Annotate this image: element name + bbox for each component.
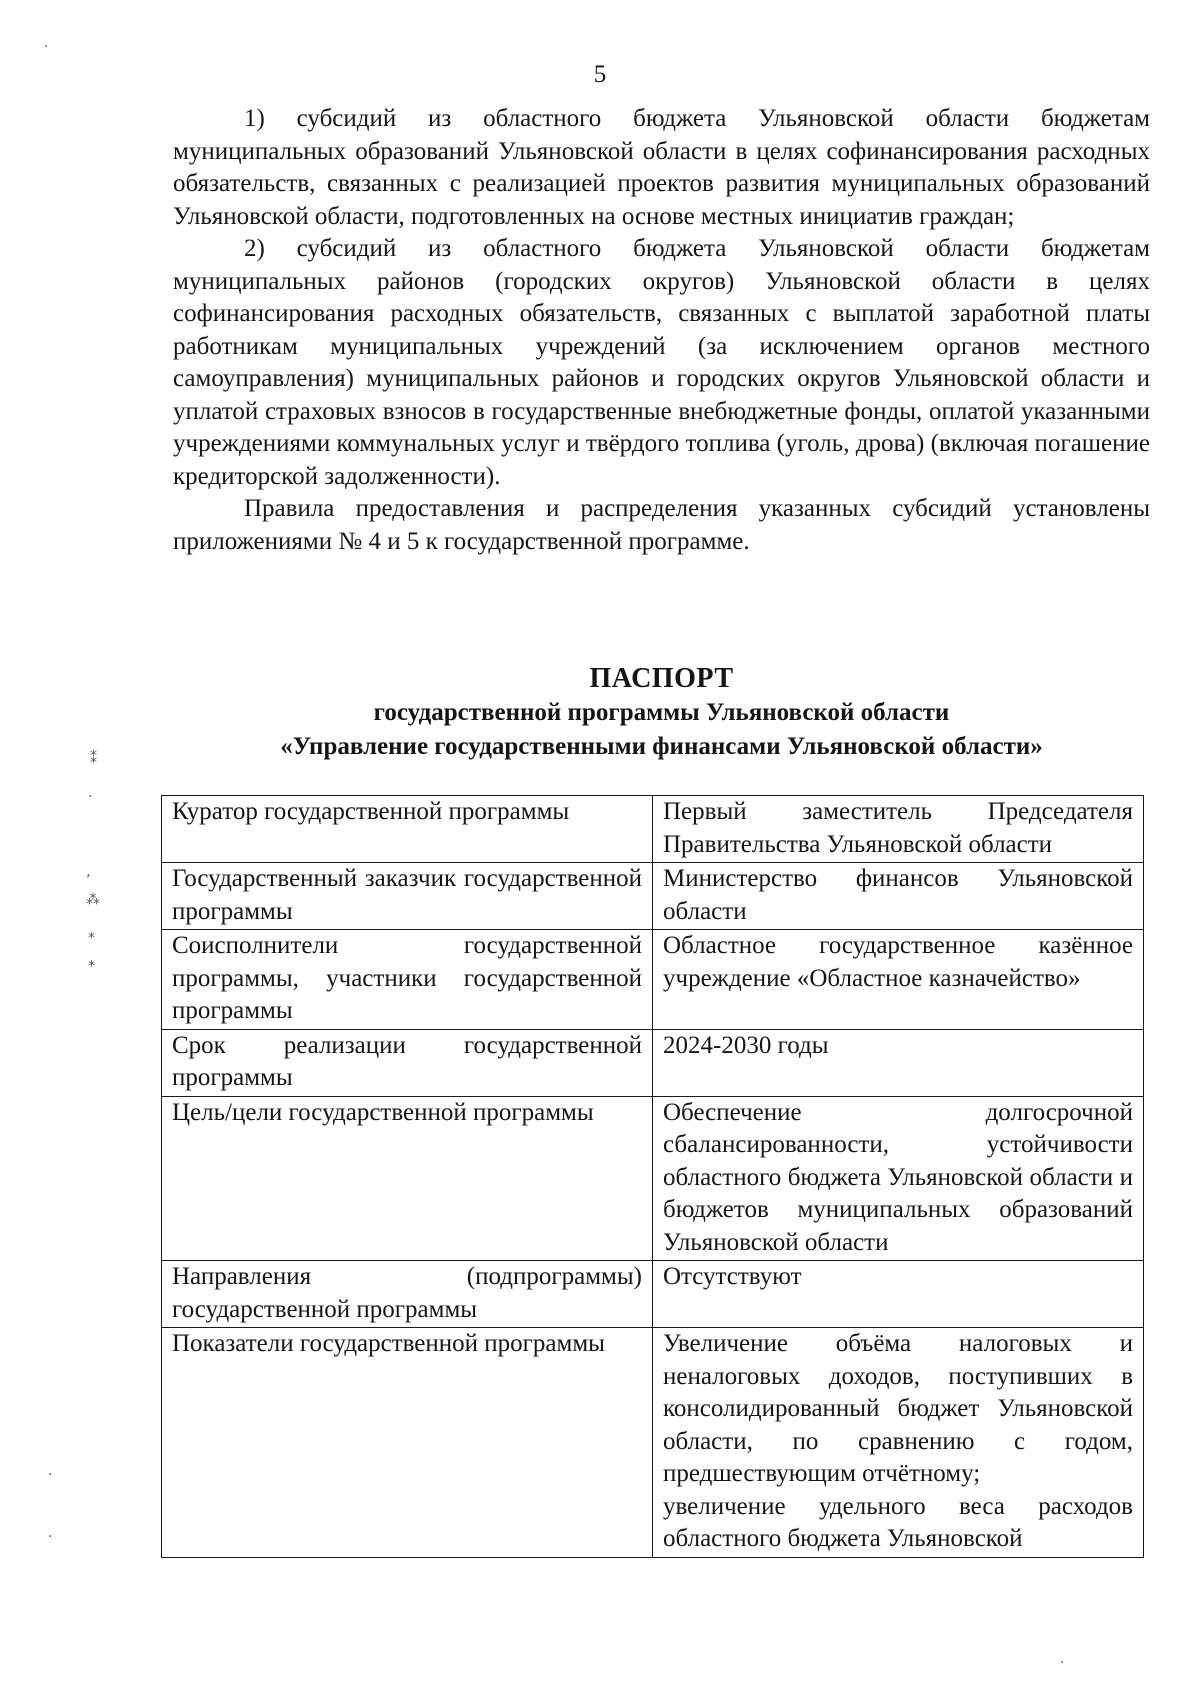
table-row	[162, 930, 1144, 1030]
row-value-customer: Министерство финансов Ульяновской области	[653, 863, 1144, 930]
passport-title: ПАСПОРТ	[589, 663, 734, 694]
scan-speck: ‚	[86, 864, 91, 880]
table-row	[162, 1261, 1144, 1328]
passport-subtitle-line2: «Управление государственными финансами Ульяновской области»	[280, 733, 1043, 760]
indicator-item-2: увеличение удельного веса расходов областного бюджета Ульяновской	[663, 1492, 1133, 1552]
scan-speck: ⁎	[88, 926, 95, 942]
row-value-curator: Первый заместитель Председателя Правительства Ульяновской области	[653, 796, 1144, 863]
page-number: 5	[593, 61, 607, 88]
passport-subtitle-line1: государственной программы Ульяновской области	[373, 699, 950, 726]
row-label-coexecutors: Соисполнители государственной программы, участники государственной программы	[162, 930, 653, 1030]
row-label-indicators: Показатели государственной программы	[162, 1328, 653, 1558]
table-row	[162, 796, 1144, 863]
paragraph-subsidy-1: 1) субсидий из областного бюджета Ульяновской области бюджетам муниципальных образований Ульяновской области в целях софинансирования расходных обязательств, связанных с реализацией проектов развития муниципальных образований Ульяновской области, подготовленных на основе местных инициатив граждан;	[173, 105, 1150, 230]
table-row	[162, 863, 1144, 930]
row-value-term: 2024-2030 годы	[653, 1029, 1144, 1096]
body-text	[173, 103, 1150, 558]
table-row	[162, 1328, 1144, 1558]
row-label-term: Срок реализации государственной программы	[162, 1029, 653, 1096]
scan-speck: ⁑	[90, 751, 97, 767]
row-value-indicators	[653, 1328, 1144, 1558]
row-label-customer: Государственный заказчик государственной программы	[162, 863, 653, 930]
scan-speck: ⁎	[88, 954, 95, 970]
row-label-curator: Куратор государственной программы	[162, 796, 653, 863]
row-label-goals: Цель/цели государственной программы	[162, 1096, 653, 1261]
passport-heading	[173, 662, 1150, 764]
scan-speck: ·	[1060, 1655, 1065, 1671]
paragraph-subsidy-2: 2) субсидий из областного бюджета Ульяновской области бюджетам муниципальных районов (городских округов) Ульяновской области в целях софинансирования расходных обязательств, связанных с выплатой заработной платы работникам муниципальных учреждений (за исключением органов местного самоуправления) муниципальных районов и городских округов Ульяновской области и уплатой страховых взносов в государственные внебюджетные фонды, оплатой указанными учреждениями коммунальных услуг и твёрдого топлива (уголь, дрова) (включая погашение кредиторской задолженности).	[173, 235, 1150, 490]
row-value-coexecutors: Областное государственное казённое учреждение «Областное казначейство»	[653, 930, 1144, 1030]
row-value-goals: Обеспечение долгосрочной сбалансированности, устойчивости областного бюджета Ульяновской области и бюджетов муниципальных образований Ульяновской области	[653, 1096, 1144, 1261]
indicator-item-1: Увеличение объёма налоговых и неналоговых доходов, поступивших в консолидированный бюджет Ульяновской области, по сравнению с годом, предшествующим отчётному;	[663, 1330, 1133, 1487]
paragraph-rules: Правила предоставления и распределения указанных субсидий установлены приложениями № 4 и 5 к государственной программе.	[173, 495, 1150, 555]
row-value-directions: Отсутствуют	[653, 1261, 1144, 1328]
scan-speck: ·	[44, 39, 49, 55]
row-label-directions: Направления (подпрограммы) государственной программы	[162, 1261, 653, 1328]
scan-speck: ·	[48, 1467, 53, 1483]
scan-speck: ⁂	[86, 892, 100, 908]
scan-speck: ·	[88, 789, 93, 805]
scan-speck: ·	[48, 1529, 53, 1545]
passport-table	[161, 795, 1144, 1558]
table-row	[162, 1029, 1144, 1096]
table-row	[162, 1096, 1144, 1261]
